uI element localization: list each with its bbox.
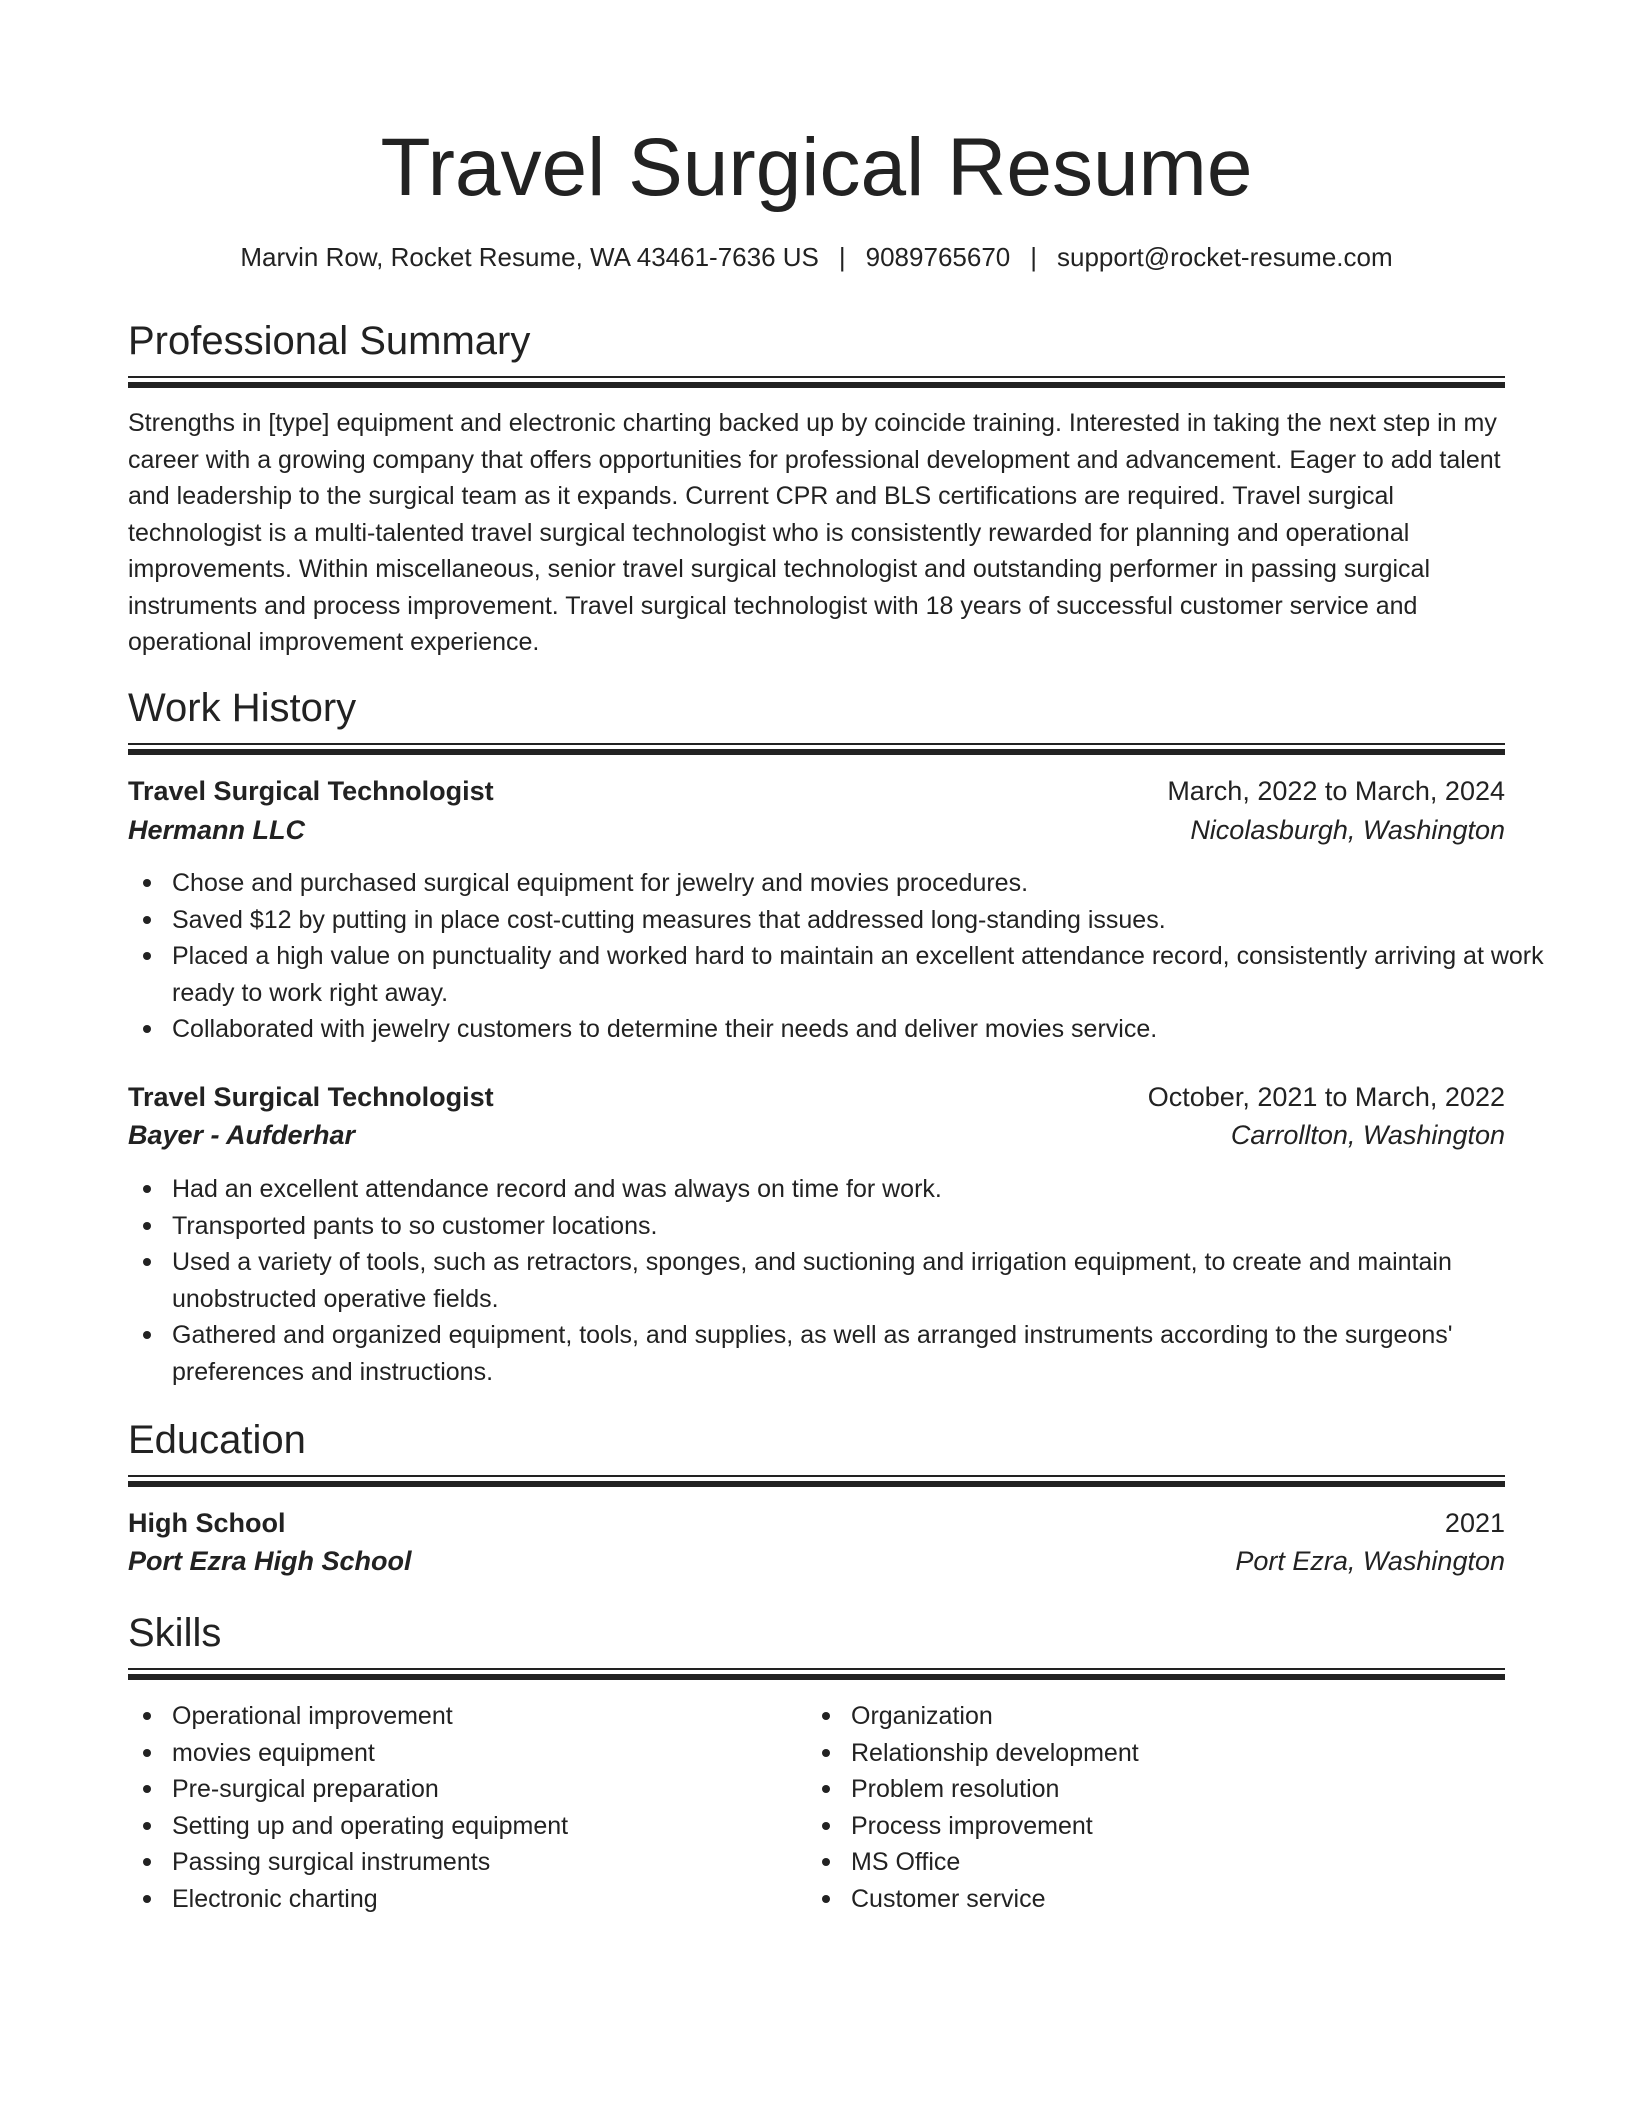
section-header-summary <box>128 316 1505 366</box>
job-location: Carrollton, Washington <box>1230 1120 1505 1150</box>
contact-separator: | <box>1030 242 1038 272</box>
list-item: Gathered and organized equipment, tools, and supplies, as well as arranged instruments according to the surgeons' preferences and instructions. <box>172 1317 1549 1390</box>
skill-item: Customer service <box>851 1881 1471 1918</box>
contact-line <box>128 239 1505 275</box>
contact-phone: 9089765670 <box>865 242 1011 272</box>
education-school: Port Ezra High School <box>128 1546 412 1576</box>
section-rule <box>128 1674 1505 1680</box>
education-location: Port Ezra, Washington <box>1235 1546 1505 1576</box>
section-title: Education <box>128 1418 306 1462</box>
section-title: Skills <box>128 1611 222 1655</box>
section-rule <box>128 749 1505 755</box>
list-item: Collaborated with jewelry customers to determine their needs and deliver movies service. <box>172 1011 1549 1048</box>
job-company-row <box>128 1116 1505 1154</box>
skill-item: Setting up and operating equipment <box>172 1808 792 1845</box>
skill-item: Pre-surgical preparation <box>172 1771 792 1808</box>
contact-email: support@rocket-resume.com <box>1057 242 1393 272</box>
job-title: Travel Surgical Technologist <box>128 776 494 806</box>
job-dates: March, 2022 to March, 2024 <box>1167 776 1505 806</box>
job-title-row <box>128 772 1505 810</box>
section-rule <box>128 1481 1505 1487</box>
contact-address: Marvin Row, Rocket Resume, WA 43461-7636 US <box>240 242 819 272</box>
job-bullets <box>128 1171 1549 1390</box>
skill-item: Organization <box>851 1698 1471 1735</box>
section-rule <box>128 376 1505 378</box>
skill-item: Process improvement <box>851 1808 1471 1845</box>
job-title: Travel Surgical Technologist <box>128 1082 494 1112</box>
section-title: Work History <box>128 686 357 730</box>
section-header-work <box>128 683 1505 733</box>
job-location: Nicolasburgh, Washington <box>1190 815 1505 845</box>
education-degree-row <box>128 1504 1505 1542</box>
contact-separator: | <box>838 242 846 272</box>
skills-list-right <box>807 1698 1471 1917</box>
list-item: Transported pants to so customer locations. <box>172 1208 1549 1245</box>
education-year: 2021 <box>1444 1508 1505 1538</box>
job-company: Bayer - Aufderhar <box>128 1120 356 1150</box>
list-item: Chose and purchased surgical equipment for jewelry and movies procedures. <box>172 865 1549 902</box>
section-rule <box>128 1475 1505 1477</box>
education-degree: High School <box>128 1508 286 1538</box>
section-title: Professional Summary <box>128 319 531 363</box>
list-item: Used a variety of tools, such as retractors, sponges, and suctioning and irrigation equipment, to create and maintain unobstructed operative fields. <box>172 1244 1549 1317</box>
resume-title: Travel Surgical Resume <box>380 122 1253 213</box>
section-header-education <box>128 1415 1505 1465</box>
list-item: Saved $12 by putting in place cost-cutting measures that addressed long-standing issues. <box>172 902 1549 939</box>
skill-item: movies equipment <box>172 1735 792 1772</box>
skill-item: Problem resolution <box>851 1771 1471 1808</box>
job-dates: October, 2021 to March, 2022 <box>1147 1082 1505 1112</box>
section-header-skills <box>128 1608 1505 1658</box>
job-company-row <box>128 811 1505 849</box>
list-item: Placed a high value on punctuality and worked hard to maintain an excellent attendance record, consistently arriving at work ready to work right away. <box>172 938 1549 1011</box>
job-title-row <box>128 1078 1505 1116</box>
skills-list-left <box>128 1698 792 1917</box>
list-item: Had an excellent attendance record and was always on time for work. <box>172 1171 1549 1208</box>
skill-item: Electronic charting <box>172 1881 792 1918</box>
education-school-row <box>128 1542 1505 1580</box>
skill-item: Operational improvement <box>172 1698 792 1735</box>
section-rule <box>128 382 1505 388</box>
skill-item: Relationship development <box>851 1735 1471 1772</box>
job-company: Hermann LLC <box>128 815 306 845</box>
skill-item: Passing surgical instruments <box>172 1844 792 1881</box>
summary-text: Strengths in [type] equipment and electronic charting backed up by coincide training. Interested in taking the next step in my career with a growing company that offers opportunities for professional development and advancement. Eager to add talent and leadership to the surgical team as it expands. Current CPR and BLS certifications are required. Travel surgical technologist is a multi-talented travel surgical technologist who is consistently rewarded for planning and operational improvements. Within miscellaneous, senior travel surgical technologist and outstanding performer in passing surgical instruments and process improvement. Travel surgical technologist with 18 years of successful customer service and operational improvement experience. <box>128 409 1501 656</box>
skill-item: MS Office <box>851 1844 1471 1881</box>
section-rule <box>128 743 1505 745</box>
section-rule <box>128 1668 1505 1670</box>
job-bullets <box>128 865 1549 1048</box>
